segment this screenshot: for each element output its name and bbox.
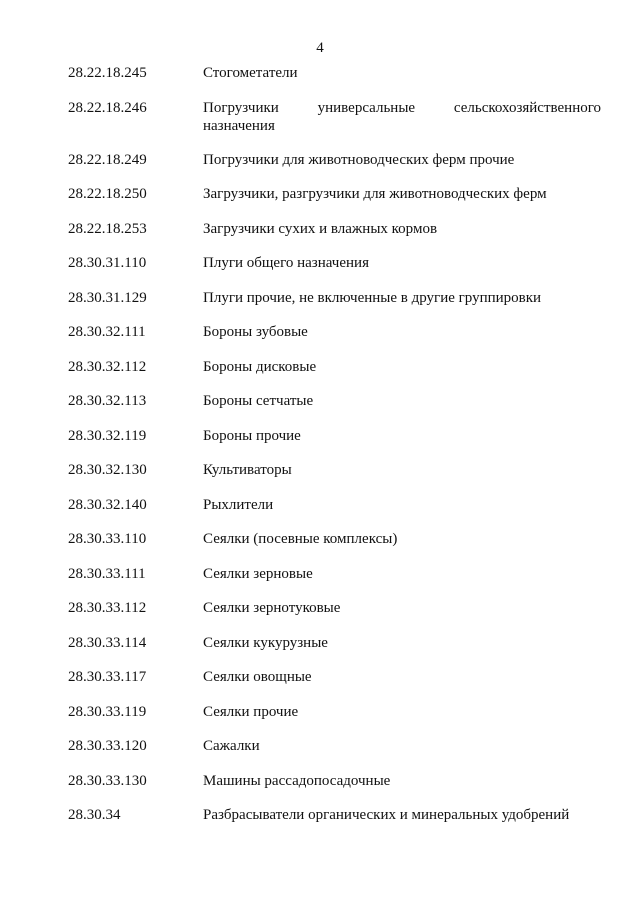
item-description: Плуги прочие, не включенные в другие группировки bbox=[203, 290, 542, 306]
item-code: 28.30.33.112 bbox=[68, 600, 147, 616]
item-description: Сеялки овощные bbox=[203, 669, 312, 685]
item-description: Плуги общего назначения bbox=[203, 255, 369, 271]
item-description: Стогометатели bbox=[203, 65, 298, 81]
item-code: 28.30.31.129 bbox=[68, 290, 147, 306]
item-code: 28.30.33.111 bbox=[68, 566, 146, 582]
item-description: Бороны зубовые bbox=[203, 324, 308, 340]
item-code: 28.30.33.130 bbox=[68, 773, 147, 789]
item-code: 28.30.33.110 bbox=[68, 531, 147, 547]
item-code: 28.22.18.249 bbox=[68, 152, 147, 168]
item-description: Разбрасыватели органических и минеральных удобрений bbox=[203, 807, 570, 823]
item-description: Сеялки кукурузные bbox=[203, 635, 328, 651]
item-description: Бороны сетчатые bbox=[203, 393, 314, 409]
item-code: 28.30.31.110 bbox=[68, 255, 147, 271]
item-code: 28.30.32.112 bbox=[68, 359, 147, 375]
item-description: Сеялки (посевные комплексы) bbox=[203, 531, 398, 547]
item-description: Бороны прочие bbox=[203, 428, 301, 444]
item-code: 28.30.33.120 bbox=[68, 738, 147, 754]
item-description: Сеялки зернотуковые bbox=[203, 600, 341, 616]
item-code: 28.30.33.117 bbox=[68, 669, 147, 685]
item-code: 28.22.18.245 bbox=[68, 65, 147, 81]
item-code: 28.22.18.246 bbox=[68, 100, 147, 116]
page-number: 4 bbox=[316, 40, 324, 56]
item-code: 28.30.33.119 bbox=[68, 704, 147, 720]
item-description: Погрузчики для животноводческих ферм прочие bbox=[203, 152, 515, 168]
item-description: Сеялки зерновые bbox=[203, 566, 313, 582]
item-code: 28.30.32.113 bbox=[68, 393, 147, 409]
item-description: Бороны дисковые bbox=[203, 359, 317, 375]
item-description: Загрузчики, разгрузчики для животноводческих ферм bbox=[203, 186, 547, 202]
item-code: 28.30.32.119 bbox=[68, 428, 147, 444]
item-description: Загрузчики сухих и влажных кормов bbox=[203, 221, 438, 237]
item-description: Погрузчики универсальные сельскохозяйственного назначения bbox=[203, 100, 601, 134]
item-code: 28.30.34 bbox=[68, 807, 121, 823]
item-code: 28.22.18.250 bbox=[68, 186, 147, 202]
item-code: 28.30.32.130 bbox=[68, 462, 147, 478]
item-code: 28.30.32.140 bbox=[68, 497, 147, 513]
item-code: 28.30.32.111 bbox=[68, 324, 146, 340]
item-description: Сажалки bbox=[203, 738, 260, 754]
item-description: Сеялки прочие bbox=[203, 704, 299, 720]
item-code: 28.30.33.114 bbox=[68, 635, 147, 651]
item-description: Культиваторы bbox=[203, 462, 292, 478]
item-description: Машины рассадопосадочные bbox=[203, 773, 391, 789]
item-description: Рыхлители bbox=[203, 497, 274, 513]
item-code: 28.22.18.253 bbox=[68, 221, 147, 237]
